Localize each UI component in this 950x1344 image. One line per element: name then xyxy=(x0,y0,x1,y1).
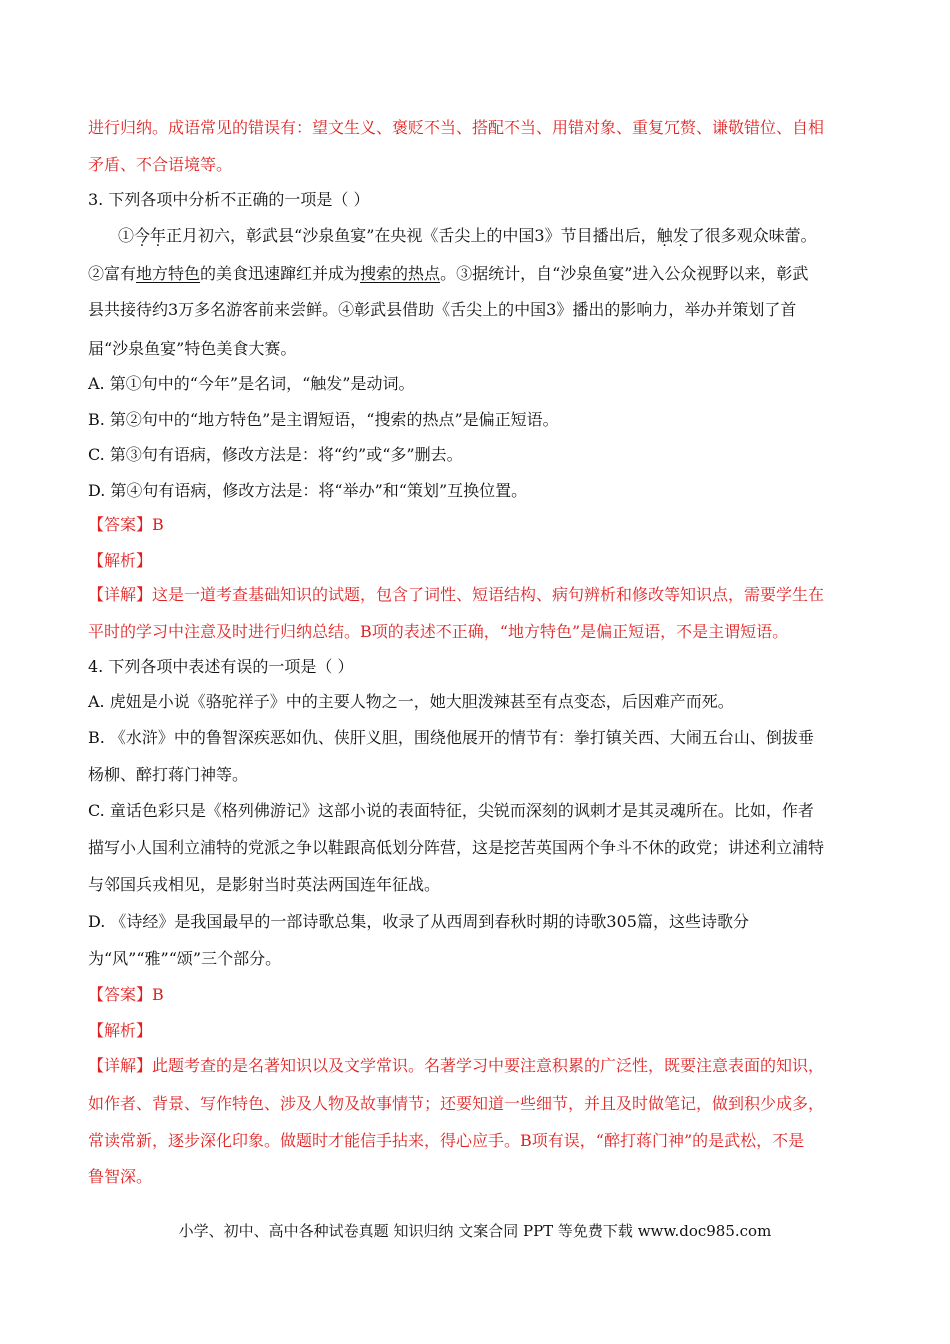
intro-line-1: 进行归纳。成语常见的错误有：望文生义、褒贬不当、搭配不当、用错对象、重复冗赘、谦敬错位、自相 xyxy=(88,118,825,137)
q3-option-b: B. 第②句中的“地方特色”是主谓短语，“搜索的热点”是偏正短语。 xyxy=(88,410,559,429)
q4-detail-line-1: 【详解】此题考查的是名著知识以及文学常识。名著学习中要注意积累的广泛性，既要注意表面的知识， xyxy=(88,1056,825,1075)
q3-passage-line-2 xyxy=(88,263,808,285)
q4-option-c-line-2: 描写小人国利立浦特的党派之争以鞋跟高低划分阵营，这是挖苦英国两个争斗不休的政党；讲述利立浦特 xyxy=(88,838,825,857)
q3-emphasis: 今 xyxy=(134,226,151,245)
intro-line-2: 矛盾、不合语境等。 xyxy=(88,155,233,174)
q3-detail-line-1: 【详解】这是一道考查基础知识的试题，包含了词性、短语结构、病句辨析和修改等知识点，需要学生在 xyxy=(88,585,825,604)
q3-passage-line-3: 县共接待约3万多名游客前来尝鲜。④彰武县借助《舌尖上的中国3》播出的影响力，举办并策划了首 xyxy=(88,300,797,319)
q3-text: ① xyxy=(118,226,135,245)
q3-text: 。③据统计，自“沙泉鱼宴”进入公众视野以来，彰武 xyxy=(440,264,809,283)
q3-underlined: 搜索的热点 xyxy=(360,264,441,283)
q3-detail-line-2: 平时的学习中注意及时进行归纳总结。B项的表述不正确，“地方特色”是偏正短语，不是主谓短语。 xyxy=(88,622,789,641)
q3-text: 的美食迅速蹿红并成为 xyxy=(200,264,361,283)
q4-detail-line-2: 如作者、背景、写作特色、涉及人物及故事情节；还要知道一些细节，并且及时做笔记，做到积少成多， xyxy=(88,1094,825,1113)
q4-option-b-line-1: B. 《水浒》中的鲁智深疾恶如仇、侠肝义胆，围绕他展开的情节有：拳打镇关西、大闹五台山、倒拔垂 xyxy=(88,728,814,747)
q3-analysis-heading: 【解析】 xyxy=(88,551,153,570)
q3-option-a: A. 第①句中的“今年”是名词，“触发”是动词。 xyxy=(88,374,415,393)
q4-option-a: A. 虎妞是小说《骆驼祥子》中的主要人物之一，她大胆泼辣甚至有点变态，后因难产而死。 xyxy=(88,692,734,711)
q3-emphasis: 发 xyxy=(672,226,689,245)
q4-option-b-line-2: 杨柳、醉打蒋门神等。 xyxy=(88,765,249,784)
q3-emphasis: 触 xyxy=(656,226,673,245)
q3-passage-line-4: 届“沙泉鱼宴”特色美食大赛。 xyxy=(88,339,297,358)
q3-passage-line-1 xyxy=(118,225,817,247)
q4-analysis-heading: 【解析】 xyxy=(88,1021,153,1040)
q4-answer: 【答案】B xyxy=(88,985,164,1004)
q4-option-c-line-3: 与邻国兵戎相见，是影射当时英法两国连年征战。 xyxy=(88,875,441,894)
q4-option-c-line-1: C. 童话色彩只是《格列佛游记》这部小说的表面特征，尖锐而深刻的讽刺才是其灵魂所在。比如，作者 xyxy=(88,801,814,820)
q3-answer: 【答案】B xyxy=(88,515,164,534)
q3-text: ②富有 xyxy=(88,264,137,283)
q3-option-d: D. 第④句有语病，修改方法是：将“举办”和“策划”互换位置。 xyxy=(88,481,528,500)
q3-text: 了很多观众味蕾。 xyxy=(688,226,817,245)
q4-detail-line-4: 鲁智深。 xyxy=(88,1167,153,1186)
q3-option-c: C. 第③句有语病，修改方法是：将“约”或“多”删去。 xyxy=(88,445,463,464)
q4-detail-line-3: 常读常新，逐步深化印象。做题时才能信手拈来，得心应手。B项有误，“醉打蒋门神”的是武松，不是 xyxy=(88,1131,805,1150)
question-4-stem: 4. 下列各项中表述有误的一项是（ ） xyxy=(88,657,354,676)
q3-emphasis: 年 xyxy=(150,226,167,245)
q4-option-d-line-2: 为“风”“雅”“颂”三个部分。 xyxy=(88,949,282,968)
q4-option-d-line-1: D. 《诗经》是我国最早的一部诗歌总集，收录了从西周到春秋时期的诗歌305篇，这些诗歌分 xyxy=(88,912,749,931)
q3-text: 正月初六，彰武县“沙泉鱼宴”在央视《舌尖上的中国3》节目播出后， xyxy=(166,226,657,245)
question-3-stem: 3. 下列各项中分析不正确的一项是（ ） xyxy=(88,190,370,209)
q3-underlined: 地方特色 xyxy=(136,264,201,283)
page-footer: 小学、初中、高中各种试卷真题 知识归纳 文案合同 PPT 等免费下载 www.doc985.com xyxy=(178,1222,772,1240)
